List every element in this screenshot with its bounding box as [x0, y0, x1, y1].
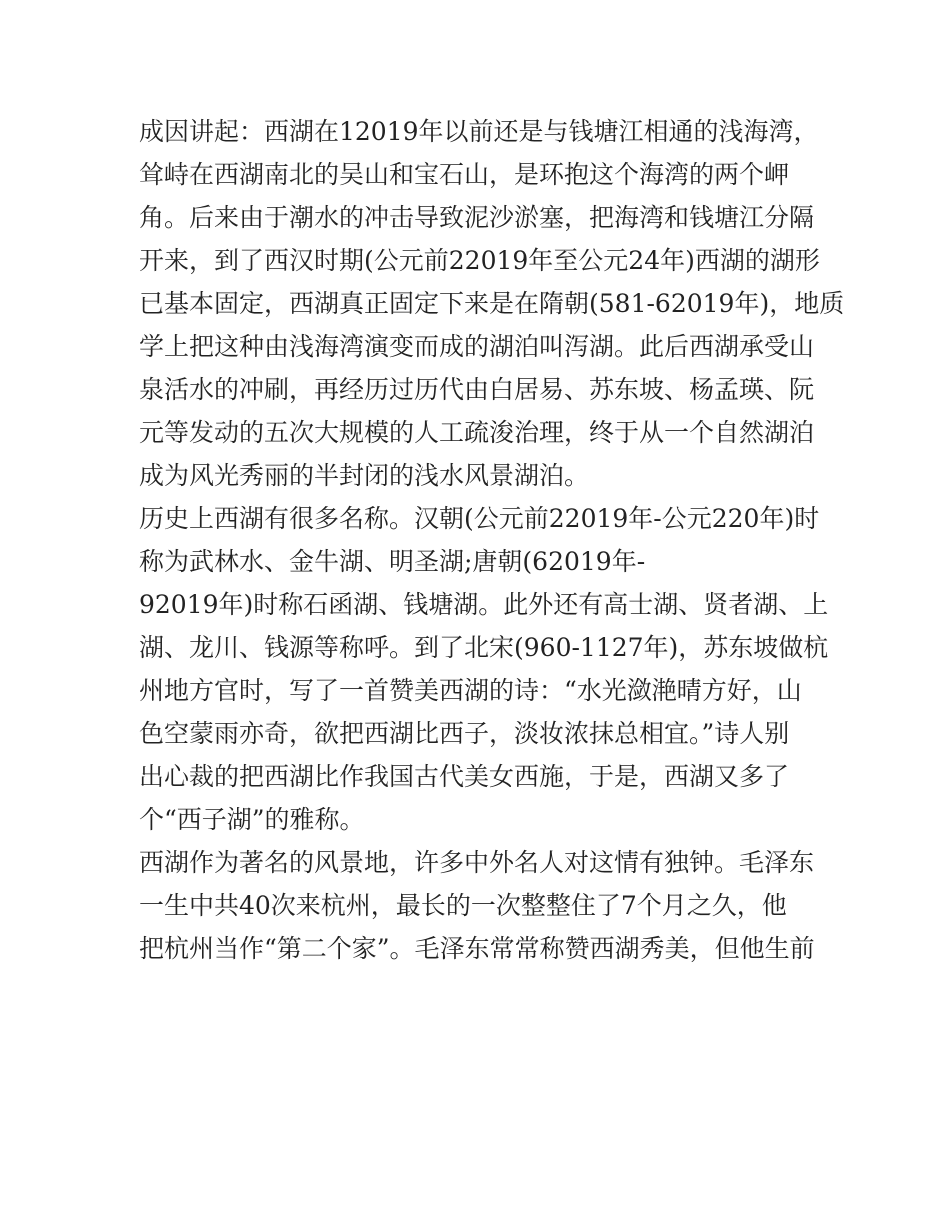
text-line: 湖、龙川、钱源等称呼。到了北宋(960-1127年)，苏东坡做杭 [139, 633, 829, 662]
text-line: 西湖作为著名的风景地，许多中外名人对这情有独钟。毛泽东 [139, 848, 815, 877]
text-line: 成为风光秀丽的半封闭的浅水风景湖泊。 [139, 461, 590, 490]
text-line: 已基本固定，西湖真正固定下来是在隋朝(581-62019年)，地质 [139, 289, 845, 318]
text-line: 个“西子湖”的雅称。 [139, 805, 365, 834]
text-line: 开来，到了西汉时期(公元前22019年至公元24年)西湖的湖形 [139, 246, 820, 275]
document-body [139, 110, 845, 970]
paragraph-celebrities [139, 841, 819, 970]
paragraph-formation [139, 110, 845, 497]
text-line: 把杭州当作“第二个家”。毛泽东常常称赞西湖秀美，但他生前 [139, 934, 815, 963]
text-line: 泉活水的冲刷，再经历过历代由白居易、苏东坡、杨孟瑛、阮 [139, 375, 815, 404]
text-line: 称为武林水、金牛湖、明圣湖;唐朝(62019年- [139, 547, 646, 576]
text-line: 学上把这种由浅海湾演变而成的湖泊叫泻湖。此后西湖承受山 [139, 332, 815, 361]
text-line: 角。后来由于潮水的冲击导致泥沙淤塞，把海湾和钱塘江分隔 [139, 203, 815, 232]
text-line: 历史上西湖有很多名称。汉朝(公元前22019年-公元220年)时 [139, 504, 820, 533]
text-line: 耸峙在西湖南北的吴山和宝石山，是环抱这个海湾的两个岬 [139, 160, 790, 189]
text-line: 一生中共40次来杭州，最长的一次整整住了7个月之久，他 [139, 891, 787, 920]
text-line: 州地方官时，写了一首赞美西湖的诗：“水光潋滟晴方好，山 [139, 676, 802, 705]
text-line: 色空蒙雨亦奇，欲把西湖比西子，淡妆浓抹总相宜。”诗人别 [139, 719, 790, 748]
text-line: 92019年)时称石函湖、钱塘湖。此外还有高士湖、贤者湖、上 [139, 590, 829, 619]
text-line: 出心裁的把西湖比作我国古代美女西施，于是，西湖又多了 [139, 762, 790, 791]
text-line: 元等发动的五次大规模的人工疏浚治理，终于从一个自然湖泊 [139, 418, 815, 447]
paragraph-names [139, 497, 829, 841]
text-line: 成因讲起：西湖在12019年以前还是与钱塘江相通的浅海湾， [139, 117, 819, 146]
